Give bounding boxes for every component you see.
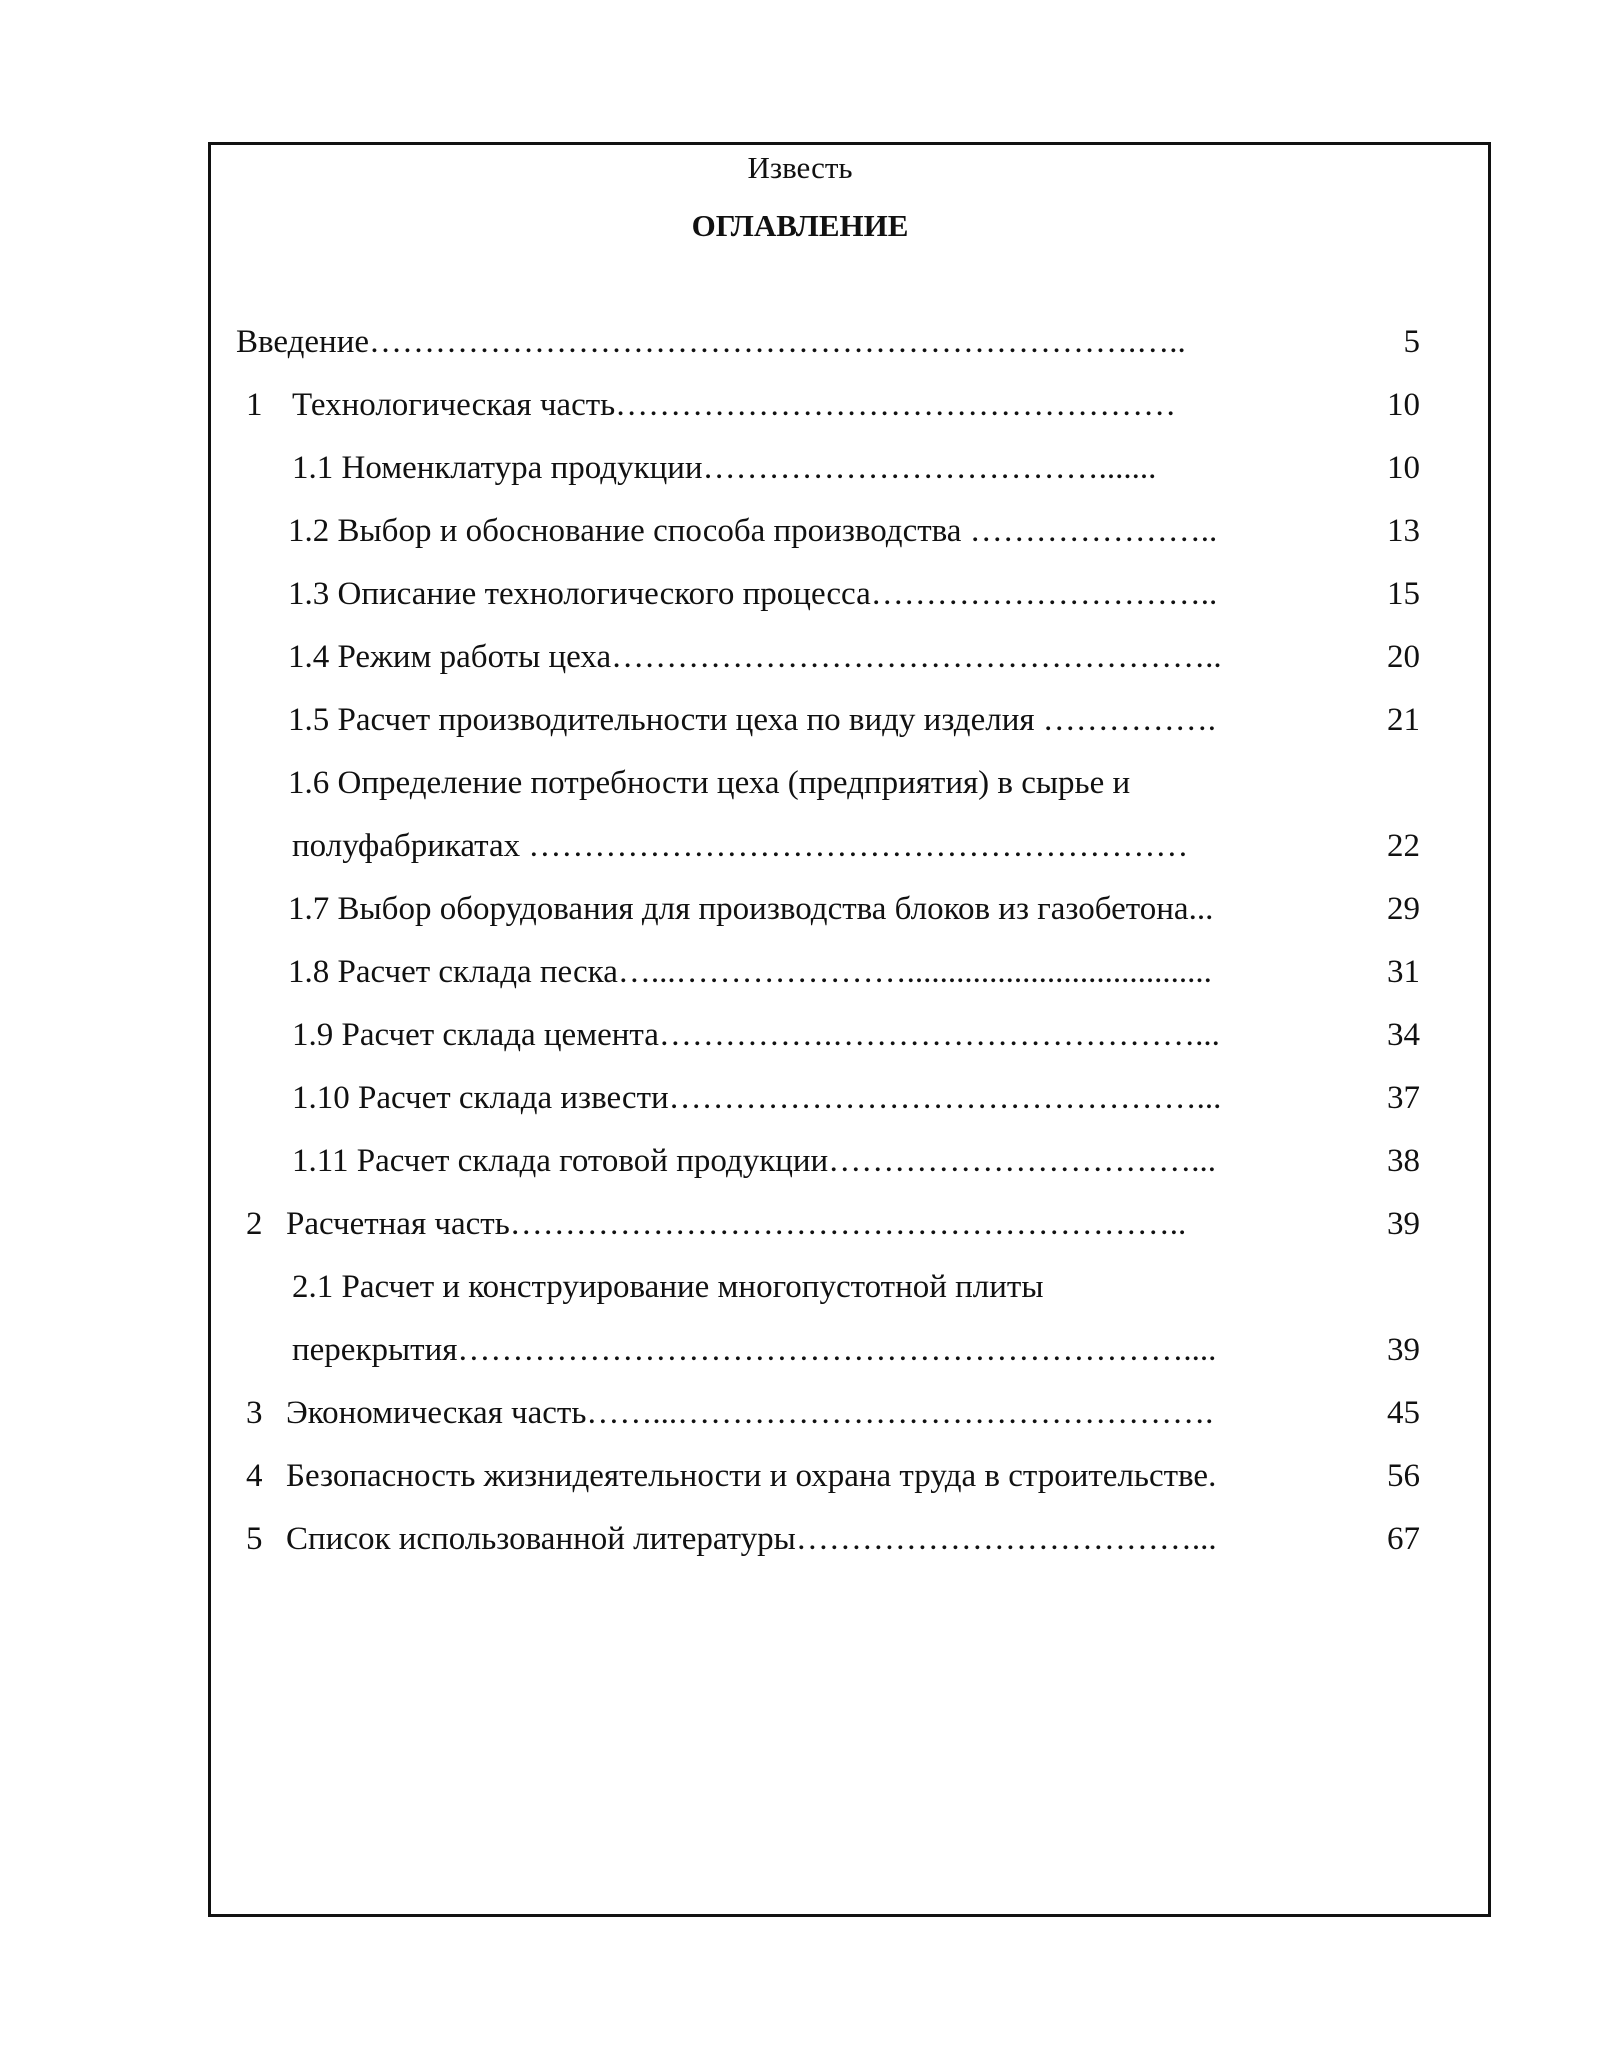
toc-entry-page: 20 [1387, 639, 1420, 675]
toc-entry-page: 34 [1387, 1017, 1420, 1053]
toc-entry-page: 10 [1387, 450, 1420, 486]
toc-entry-text: 1.5 Расчет производительности цеха по виду изделия ……………. [288, 702, 1217, 738]
toc-entry-text: 2.1 Расчет и конструирование многопустотной плиты [292, 1269, 1044, 1305]
toc-entry-page: 13 [1387, 513, 1420, 549]
toc-entry-text: 1.4 Режим работы цеха……………………………………………….. [288, 639, 1222, 675]
toc-entry-number: 5 [246, 1521, 263, 1557]
toc-entry-number: 2 [246, 1206, 263, 1242]
toc-entry-text: Экономическая часть……...…………………………………………. [286, 1395, 1214, 1431]
toc-entry-page: 39 [1387, 1206, 1420, 1242]
document-subject: Известь [747, 150, 853, 185]
toc-entry-text: 1.11 Расчет склада готовой продукции……………………………... [292, 1143, 1216, 1179]
toc-entry-page: 39 [1387, 1332, 1420, 1368]
toc-entry-text: перекрытия………………………………………………………….... [292, 1332, 1217, 1368]
toc-entry-text: 1.7 Выбор оборудования для производства блоков из газобетона... [288, 891, 1214, 927]
toc-entry-text: 1.9 Расчет склада цемента…………….……………………………... [292, 1017, 1220, 1053]
toc-entry-page: 10 [1387, 387, 1420, 423]
toc-entry-text: 1.3 Описание технологического процесса………………………….. [288, 576, 1218, 612]
toc-entry-text: полуфабрикатах …………………………………………………… [292, 828, 1189, 864]
toc-entry-text: Список использованной литературы………………………………... [286, 1521, 1217, 1557]
toc-entry-text: 1.2 Выбор и обоснование способа производства ………………….. [288, 513, 1218, 549]
toc-entry-number: 1 [246, 387, 263, 423]
toc-entry-page: 21 [1387, 702, 1420, 738]
toc-entry-page: 45 [1387, 1395, 1420, 1431]
toc-entry-page: 67 [1387, 1521, 1420, 1557]
toc-entry-number: 4 [246, 1458, 263, 1494]
toc-entry-page: 31 [1387, 954, 1420, 990]
toc-entry-page: 5 [1403, 324, 1420, 360]
toc-entry-page: 56 [1387, 1458, 1420, 1494]
toc-entry-text: 1.10 Расчет склада извести…………………………………………... [292, 1080, 1222, 1116]
toc-entry-text: 1.6 Определение потребности цеха (предприятия) в сырье и [288, 765, 1131, 801]
toc-entry-page: 37 [1387, 1080, 1420, 1116]
toc-entry-page: 38 [1387, 1143, 1420, 1179]
toc-entry-text: Введение…………………………………………………………….….. [236, 324, 1186, 360]
toc-entry-text: 1.1 Номенклатура продукции………………………………....... [292, 450, 1157, 486]
toc-entry-text: Безопасность жизнидеятельности и охрана труда в строительстве. [286, 1458, 1217, 1494]
toc-entry-page: 29 [1387, 891, 1420, 927]
toc-entry-text: Расчетная часть…………………………………………………….. [286, 1206, 1187, 1242]
toc-entry-text: 1.8 Расчет склада песка…...…………………..................................... [288, 954, 1212, 990]
toc-heading: ОГЛАВЛЕНИЕ [691, 208, 909, 243]
toc-entry-page: 22 [1387, 828, 1420, 864]
toc-entry-text: Технологическая часть…………………………………………… [292, 387, 1177, 423]
toc-entry-number: 3 [246, 1395, 263, 1431]
toc-entry-page: 15 [1387, 576, 1420, 612]
